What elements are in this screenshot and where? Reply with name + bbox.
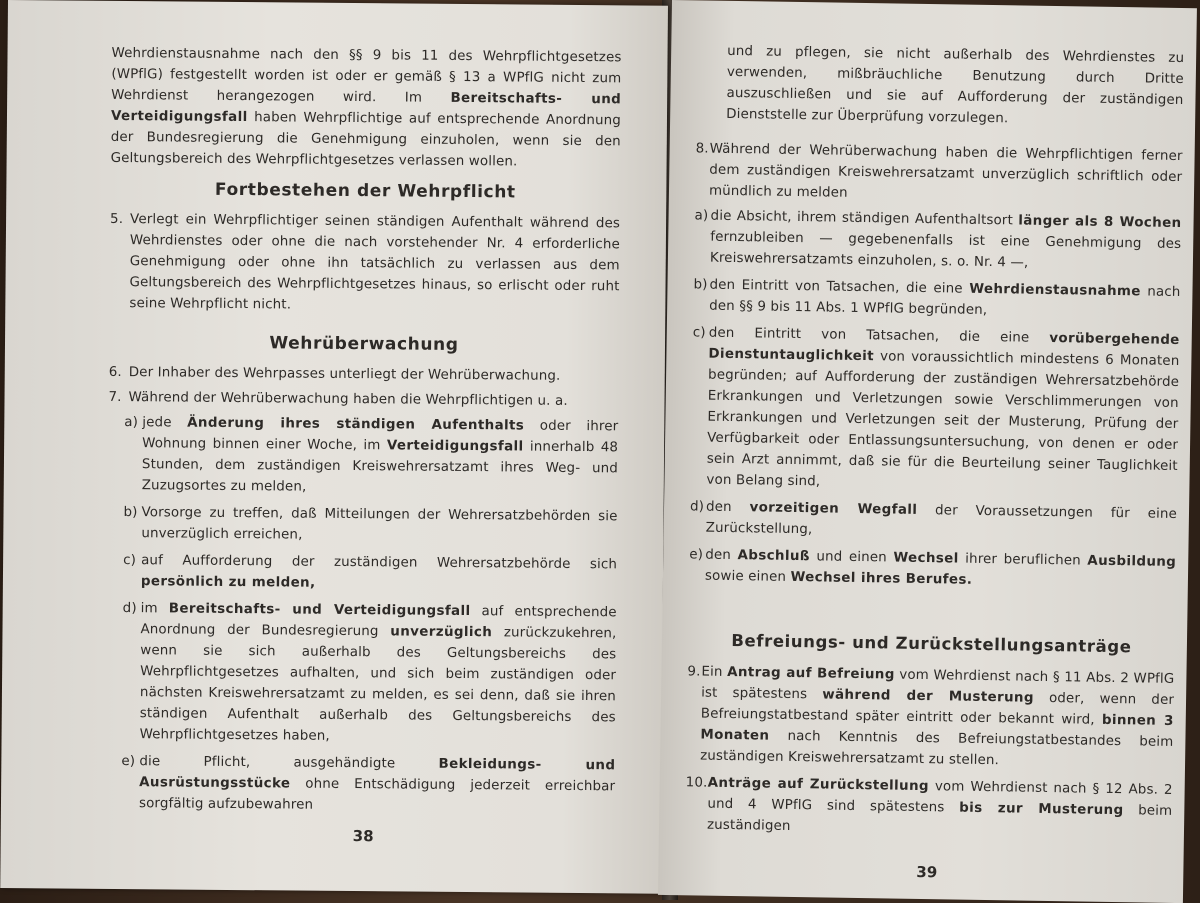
item-7: 7. Während der Wehrüberwachung haben die Wehrpflichtigen u. a.	[108, 389, 568, 409]
right-page	[658, 0, 1197, 903]
heading-wehrueberwachung: Wehrüberwachung	[269, 333, 459, 355]
intro-paragraph: Wehrdienstausnahme nach den §§ 9 bis 11 des Wehrpflichtgesetzes (WPflG) festgestellt worden ist oder er gemäß § 13 a WPflG nicht zum Wehrdienst herangezogen wird. Im Bereitschafts- und Verteidigungsfall haben Wehrpflichtige auf entsprechende Anordnung der Bundesregierung die Genehmigung einzuholen, wenn sie den Geltungsbereich des Wehrpflichtgesetzes verlassen wollen.	[110, 45, 622, 170]
item-9: 9. Ein Antrag auf Befreiung vom Wehrdienst nach § 11 Abs. 2 WPflG ist spätestens während der Musterung oder, wenn der Befreiungstatbestand später eintritt oder bekannt wird, binnen 3 Monaten nach Kenntnis des Befreiungstatbestandes beim zuständigen Kreiswehrersatzamt zu stellen.	[687, 664, 1175, 769]
item-5: 5. Verlegt ein Wehrpflichtiger seinen ständigen Aufenthalt während des Wehrdienstes oder ohne die nach vorstehender Nr. 4 erforderliche Genehmigung oder ohne ihn tatsächlich zu verlassen aus dem Geltungsbereich des Wehrpflichtgesetzes hinaus, so erlischt oder ruht seine Wehrpflicht nicht.	[110, 211, 621, 313]
item-8-d: d) den vorzeitigen Wegfall der Voraussetzungen für eine Zurückstellung,	[689, 499, 1178, 538]
item-7-d: d) im Bereitschafts- und Verteidigungsfall auf entsprechende Anordnung der Bundesregierung unverzüglich zurückzukehren, wenn sie sich außerhalb des Geltungsbereichs des Wehrpflichtgesetzes aufhalten, und sich beim zuständigen oder nächsten Kreiswehrersatzamt zu melden, es sei denn, daß sie ihren ständigen Aufenthalt außerhalb des Geltungsbereichs des Wehrpflichtgesetzes haben,	[122, 601, 617, 744]
item-7-b: b) Vorsorge zu treffen, daß Mitteilungen der Wehrersatzbehörden sie unverzüglich erreichen,	[123, 505, 618, 543]
continuation-paragraph: und zu pflegen, sie nicht außerhalb des Wehrdienstes zu verwenden, mißbräuchliche Benutzung durch Dritte auszuschließen und sie auf Aufforderung der zuständigen Dienststelle zur Überprüfung vorzulegen.	[726, 43, 1185, 127]
item-6: 6. Der Inhaber des Wehrpasses unterliegt der Wehrüberwachung.	[108, 364, 561, 384]
item-8-e: e) den Abschluß und einen Wechsel ihrer beruflichen Ausbildung sowie einen Wechsel ihres Berufes.	[689, 547, 1177, 588]
heading-fortbestehen: Fortbestehen der Wehrpflicht	[214, 179, 516, 203]
item-8-c: c) den Eintritt von Tatsachen, die eine vorübergehende Dienstuntauglichkeit von voraussichtlich mindestens 6 Monaten begründen; auf Aufforderung der zuständigen Wehrersatzbehörde Erkrankungen und Verletzungen sowie Verschlimmerungen von Erkrankungen und Verletzungen seit der Musterung, Prüfung der Verfügbarkeit oder Entlassungsuntersuchung, von denen er oder sein Arzt annimmt, daß sie für die Beurteilung seiner Tauglichkeit von Belang sind,	[692, 325, 1180, 490]
page-number-right: 39	[916, 862, 938, 882]
heading-befreiung: Befreiungs- und Zurückstellungsanträge	[731, 631, 1132, 657]
item-7-c: c) auf Aufforderung der zuständigen Wehrersatzbehörde sich persönlich zu melden,	[123, 553, 618, 591]
page-number-left: 38	[352, 827, 374, 846]
item-8-a: a) die Absicht, ihrem ständigen Aufenthaltsort länger als 8 Wochen fernzubleiben — gegebenenfalls ist eine Genehmigung des Kreiswehrersatzamts einzuholen, s. o. Nr. 4 —,	[694, 208, 1182, 271]
item-8-b: b) den Eintritt von Tatsachen, die eine Wehrdienstausnahme nach den §§ 9 bis 11 Abs. 1 WPflG begründen,	[693, 277, 1181, 318]
item-7-e: e) die Pflicht, ausgehändigte Bekleidungs- und Ausrüstungsstücke ohne Entschädigung jederzeit erreichbar sorgfältig aufzubewahren	[121, 754, 616, 813]
item-8: 8. Während der Wehrüberwachung haben die Wehrpflichtigen ferner dem zuständigen Kreiswehrersatzamt unverzüglich schriftlich oder mündlich zu melden	[695, 141, 1183, 201]
item-10: 10. Anträge auf Zurückstellung vom Wehrdienst nach § 12 Abs. 2 und 4 WPflG sind spätestens bis zur Musterung beim zuständigen	[685, 775, 1173, 834]
item-7-a: a) jede Änderung ihres ständigen Aufenthalts oder ihrer Wohnung binnen einer Woche, im Verteidigungsfall innerhalb 48 Stunden, dem zuständigen Kreiswehrersatzamt ihres Weg- und Zuzugsortes zu melden,	[124, 415, 619, 495]
